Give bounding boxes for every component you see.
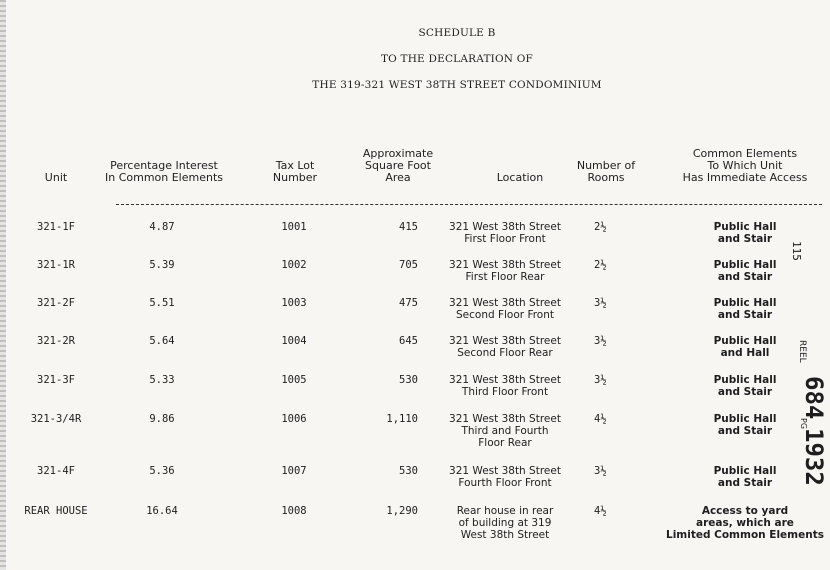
access-cell-line: and Stair [717, 309, 773, 321]
column-header-line: Percentage Interest [110, 159, 218, 172]
location-cell [438, 505, 572, 541]
location-cell-line: 321 West 38th Street [449, 374, 561, 386]
percentage-cell: 5.36 [149, 465, 175, 477]
access-cell-line: and Stair [717, 425, 773, 437]
location-cell-line: Second Floor Front [456, 309, 554, 321]
location-cell-line: Second Floor Rear [457, 347, 553, 359]
column-header-line: Location [496, 171, 544, 184]
location-cell [438, 297, 572, 321]
location-cell-line: Third and Fourth [461, 425, 549, 437]
percentage-cell: 9.86 [149, 413, 175, 425]
column-header-access [660, 148, 830, 184]
schedule-title: SCHEDULE B [418, 27, 496, 39]
unit-cell: 321-4F [37, 465, 75, 477]
rooms-cell: 3½ [594, 465, 607, 477]
column-header-line: Number [272, 171, 318, 184]
location-cell [438, 465, 572, 489]
access-cell-line: and Stair [717, 386, 773, 398]
access-cell [664, 505, 826, 541]
rooms-cell: 3½ [594, 374, 607, 386]
access-cell-line: and Stair [717, 477, 773, 489]
location-cell [438, 374, 572, 398]
percentage-cell: 5.51 [149, 297, 175, 309]
access-cell-line: Public Hall [713, 465, 777, 477]
column-header-line: Tax Lot [275, 159, 315, 172]
location-cell-line: 321 West 38th Street [449, 465, 561, 477]
access-cell-line: Public Hall [713, 374, 777, 386]
area-cell: 530 [399, 374, 418, 386]
access-cell-line: Access to yard [701, 505, 789, 517]
access-cell-line: Public Hall [713, 297, 777, 309]
location-cell [438, 221, 572, 245]
unit-cell: REAR HOUSE [24, 505, 88, 517]
area-cell: 415 [399, 221, 418, 233]
column-header-line: Area [385, 171, 411, 184]
location-cell [438, 259, 572, 283]
access-cell-line: Limited Common Elements [666, 529, 824, 541]
percentage-cell: 5.39 [149, 259, 175, 271]
location-cell-line: 321 West 38th Street [449, 413, 561, 425]
declaration-subtitle: TO THE DECLARATION OF [380, 53, 534, 65]
column-header-line: Approximate [362, 147, 434, 160]
area-cell: 645 [399, 335, 418, 347]
rooms-cell: 2½ [594, 259, 607, 271]
access-cell-line: Public Hall [713, 221, 777, 233]
page-number: 115 [790, 241, 803, 261]
rooms-cell: 4½ [594, 413, 607, 425]
tax-lot-cell: 1006 [281, 413, 307, 425]
percentage-cell: 5.33 [149, 374, 175, 386]
access-cell-line: and Hall [720, 347, 770, 359]
location-cell-line: 321 West 38th Street [449, 259, 561, 271]
unit-cell: 321-1R [37, 259, 75, 271]
area-cell: 1,110 [386, 413, 418, 425]
access-cell-line: areas, which are [696, 517, 794, 529]
access-cell [664, 259, 826, 283]
location-cell [438, 413, 572, 449]
condominium-name: THE 319-321 WEST 38TH STREET CONDOMINIUM [312, 79, 602, 91]
access-cell-line: and Stair [717, 233, 773, 245]
percentage-cell: 5.64 [149, 335, 175, 347]
tax-lot-cell: 1004 [281, 335, 307, 347]
header-divider [116, 204, 822, 205]
column-header-area [350, 148, 446, 184]
unit-cell: 321-2R [37, 335, 75, 347]
tax-lot-cell: 1001 [281, 221, 307, 233]
column-header-line: To Which Unit [707, 159, 783, 172]
column-header-line: Number of [576, 159, 636, 172]
location-cell-line: of building at 319 [458, 517, 552, 529]
location-cell-line: Rear house in rear [456, 505, 554, 517]
access-cell-line: Public Hall [713, 259, 777, 271]
area-cell: 475 [399, 297, 418, 309]
unit-cell: 321-3/4R [30, 413, 82, 425]
column-header-rooms [570, 160, 642, 184]
rooms-cell: 4½ [594, 505, 607, 517]
rooms-cell: 3½ [594, 335, 607, 347]
location-cell-line: West 38th Street [460, 529, 550, 541]
column-header-loc [468, 172, 572, 184]
area-cell: 1,290 [386, 505, 418, 517]
area-cell: 705 [399, 259, 418, 271]
unit-cell: 321-2F [37, 297, 75, 309]
area-cell: 530 [399, 465, 418, 477]
location-cell-line: First Floor Front [464, 233, 546, 245]
unit-cell: 321-3F [37, 374, 75, 386]
access-cell-line: and Stair [717, 271, 773, 283]
tax-lot-cell: 1008 [281, 505, 307, 517]
access-cell-line: Public Hall [713, 335, 777, 347]
column-header-unit [20, 172, 92, 184]
reel-label: REEL [797, 340, 807, 363]
column-header-lot [258, 160, 332, 184]
column-header-line: Has Immediate Access [682, 171, 808, 184]
column-header-line: Common Elements [692, 147, 798, 160]
scanned-binding-edge [0, 0, 6, 570]
access-cell-line: Public Hall [713, 413, 777, 425]
location-cell-line: Third Floor Front [461, 386, 549, 398]
access-cell [664, 297, 826, 321]
column-header-line: Square Foot [365, 159, 431, 172]
pg-number: 1932 [800, 428, 828, 486]
rooms-cell: 3½ [594, 297, 607, 309]
location-cell-line: Fourth Floor Front [458, 477, 552, 489]
location-cell-line: 321 West 38th Street [449, 335, 561, 347]
percentage-cell: 16.64 [146, 505, 178, 517]
column-header-line: Unit [44, 171, 68, 184]
tax-lot-cell: 1002 [281, 259, 307, 271]
location-cell-line: First Floor Rear [465, 271, 545, 283]
tax-lot-cell: 1007 [281, 465, 307, 477]
pg-label: PG [799, 418, 808, 430]
percentage-cell: 4.87 [149, 221, 175, 233]
location-cell [438, 335, 572, 359]
rooms-cell: 2½ [594, 221, 607, 233]
location-cell-line: 321 West 38th Street [449, 297, 561, 309]
location-cell-line: 321 West 38th Street [449, 221, 561, 233]
column-header-line: Rooms [587, 171, 625, 184]
location-cell-line: Floor Rear [478, 437, 532, 449]
column-header-line: In Common Elements [104, 171, 224, 184]
unit-cell: 321-1F [37, 221, 75, 233]
tax-lot-cell: 1005 [281, 374, 307, 386]
column-header-pct [100, 160, 228, 184]
reel-number: 684 [800, 376, 828, 420]
tax-lot-cell: 1003 [281, 297, 307, 309]
